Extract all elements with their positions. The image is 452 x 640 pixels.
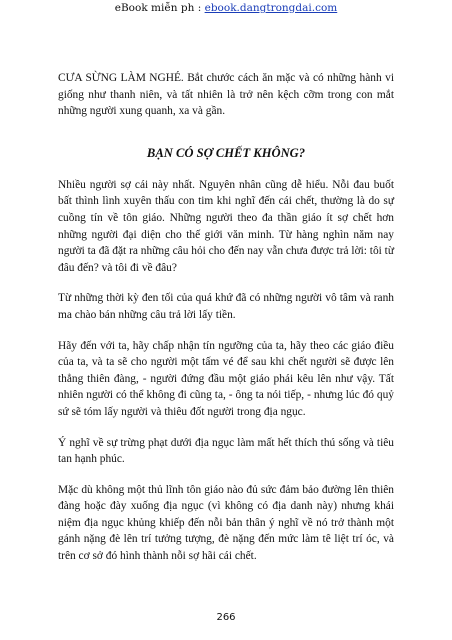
website-link[interactable]: ebook.dangtrongdai.com <box>204 2 338 14</box>
body-paragraph-5: Mặc dù không một thủ lĩnh tôn giáo nào đủ sức đảm bảo đường lên thiên đàng hoặc đày xuống địa ngục (vì không có địa danh này) nhưng khái niệm địa ngục khủng khiếp đến nỗi bản thân ý nghĩ về nó trở thành một gánh nặng đè lên trí tưởng tượng, đè nặng đến mức làm tê liệt trí óc, và trên cơ sở đó hình thành nỗi sợ hãi cái chết. <box>58 483 394 563</box>
section-title: BẠN CÓ SỢ CHẾT KHÔNG? <box>146 145 306 160</box>
body-paragraph-1: Nhiều người sợ cái này nhất. Nguyên nhân cũng dễ hiểu. Nỗi đau buốt bất thình lình xuyên thấu con tim khi nghĩ đến cái chết, thường là do sự cuồng tín về tôn giáo. Những người theo đa thần giáo ít sợ chết hơn những người đại diện cho thế giới văn minh. Từ hàng nghìn năm nay người ta đã đặt ra những câu hỏi cho đến nay vẫn chưa được trả lời: tôi từ đâu đến? và tôi đi về đâu? <box>58 178 394 274</box>
page-header <box>0 2 452 14</box>
document-body <box>58 70 394 579</box>
page-number: 266 <box>216 612 236 623</box>
body-paragraph-3: Hãy đến với ta, hãy chấp nhận tín ngưỡng của ta, hãy theo các giáo điều của ta, và ta sẽ cho người một tấm vé để sau khi chết người sẽ được lên thẳng thiên đàng, - người đứng đầu một giáo phái kêu lên như vậy. Tất nhiên người có thể không đi cũng ta, - ông ta nói tiếp, - nhưng lúc đó quỷ sứ sẽ tóm lấy người và thiêu đốt người trong địa ngục. <box>58 339 394 418</box>
header-prefix: eBook miễn ph : <box>114 2 205 14</box>
body-paragraph-2: Từ những thời kỳ đen tối của quá khứ đã có những người vô tâm và ranh ma chào bán những câu trả lời lấy tiền. <box>58 292 394 321</box>
body-paragraph-4: Ý nghĩ về sự trừng phạt dưới địa ngục làm mất hết thích thú sống và tiêu tan hạnh phúc. <box>58 436 394 466</box>
intro-paragraph: CƯA SỪNG LÀM NGHÉ. Bắt chước cách ăn mặc và có những hành vi giống như thanh niên, và tất nhiên là trở nên kệch cỡm trong con mắt những người xung quanh, xa và gần. <box>58 72 394 118</box>
